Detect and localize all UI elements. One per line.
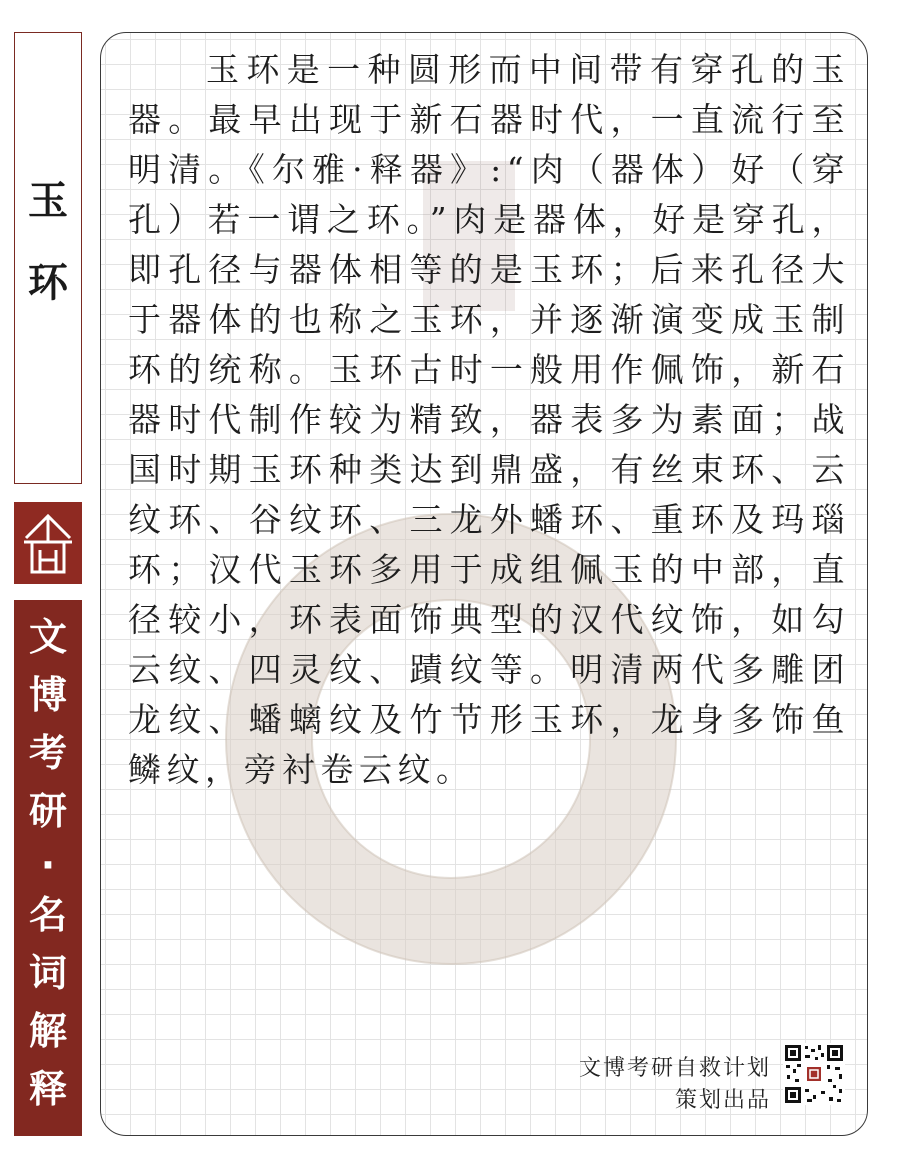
banner-char: · — [40, 843, 56, 887]
article-body: 玉环是一种圆形而中间带有穿孔的玉器。最早出现于新石器时代，一直流行至明清。《尔雅·释器》:“肉（器体）好（穿孔）若一谓之环。”肉是器体，好是穿孔，即孔径与器体相等的是玉环；后来孔径大于器体的也称之玉环，并逐渐演变成玉制环的统称。玉环古时一般用作佩饰，新石器时代制作较为精致，器表多为素面；战国时期玉环种类达到鼎盛，有丝束环、云纹环、谷纹环、三龙外蟠环、重环及玛瑙环；汉代玉环多用于成组佩玉的中部，直径较小，环表面饰典型的汉代纹饰，如勾云纹、四灵纹、蹟纹等。明清两代多雕团龙纹、蟠螭纹及竹节形玉环，龙身多饰鱼鳞纹，旁衬卷云纹。 — [128, 50, 850, 789]
banner-char: 词 — [28, 951, 67, 995]
seal-logo-icon — [14, 502, 82, 584]
credit-line-2: 策划出品 — [674, 1088, 771, 1113]
qr-code-icon — [783, 1043, 845, 1105]
banner-char: 考 — [28, 731, 67, 775]
credit-line-1: 文博考研自救计划 — [578, 1056, 771, 1081]
term-title-char-1: 玉 — [28, 178, 68, 224]
series-banner — [14, 600, 82, 1136]
banner-char: 研 — [28, 789, 67, 833]
term-title-box — [14, 32, 82, 484]
banner-char: 解 — [28, 1009, 67, 1053]
banner-char: 释 — [28, 1067, 67, 1111]
article-card — [100, 32, 868, 1136]
banner-char: 博 — [28, 673, 67, 717]
banner-char: 文 — [28, 615, 67, 659]
term-title-char-2: 环 — [28, 260, 68, 306]
banner-char: 名 — [28, 893, 67, 937]
